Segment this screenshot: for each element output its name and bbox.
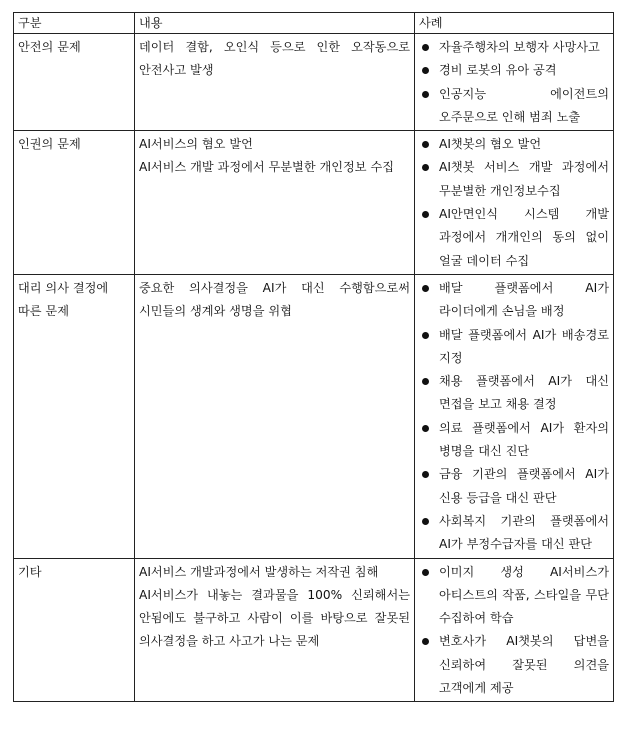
header-category: 구분 <box>14 13 135 34</box>
bullet-icon <box>422 378 429 385</box>
row-cases-cell <box>415 274 614 558</box>
ai-issues-table <box>13 12 614 702</box>
bullet-icon <box>422 285 429 292</box>
bullet-icon <box>422 67 429 74</box>
case-list <box>419 36 609 129</box>
case-text: AI챗봇 서비스 개발 과정에서 무분별한 개인정보수집 <box>439 160 609 198</box>
row-category-cell: 기타 <box>14 558 135 702</box>
case-list-item <box>419 417 609 464</box>
case-text: 사회복지 기관의 플랫폼에서 AI가 부정수급자를 대신 판단 <box>439 513 609 552</box>
case-text: 채용 플랫폼에서 AI가 대신 면접을 보고 채용 결정 <box>439 374 609 412</box>
content-paragraph: AI서비스가 내놓는 결과물을 100% 신뢰해서는 안됨에도 불구하고 사람이 이를 바탕으로 잘못된 의사결정을 하고 사고가 나는 문제 <box>139 587 410 649</box>
table-row <box>14 131 614 275</box>
bullet-icon <box>422 569 429 576</box>
content-paragraph: AI서비스의 혐오 발언 <box>139 137 253 152</box>
case-text: AI안면인식 시스템 개발 과정에서 개개인의 동의 없이 얼굴 데이터 수집 <box>439 207 609 268</box>
row-cases-cell <box>415 131 614 275</box>
case-list-item <box>419 630 609 700</box>
case-text: 배달 플랫폼에서 AI가 배송경로 지정 <box>439 327 609 365</box>
case-list-item <box>419 133 609 156</box>
row-category-cell: 안전의 문제 <box>14 34 135 131</box>
table-row <box>14 274 614 558</box>
content-paragraph: AI서비스 개발과정에서 발생하는 저작권 침해 <box>139 564 379 579</box>
case-text: 의료 플랫폼에서 AI가 환자의 병명을 대신 진단 <box>439 420 609 459</box>
table-header-row <box>14 13 614 34</box>
case-list-item <box>419 59 609 82</box>
case-list-item <box>419 324 609 371</box>
header-content: 내용 <box>135 13 415 34</box>
table-body <box>14 34 614 702</box>
bullet-icon <box>422 44 429 51</box>
bullet-icon <box>422 425 429 432</box>
row-category-cell: 대리 의사 결정에 따른 문제 <box>14 274 135 558</box>
case-list-item <box>419 36 609 59</box>
case-list <box>419 277 609 557</box>
bullet-icon <box>422 164 429 171</box>
case-text: 배달 플랫폼에서 AI가 라이더에게 손님을 배정 <box>439 280 609 319</box>
header-cases: 사례 <box>415 13 614 34</box>
row-content-cell <box>135 131 415 275</box>
case-text: 이미지 생성 AI서비스가 아티스트의 작품, 스타일을 무단 수집하여 학습 <box>439 564 609 626</box>
case-text: AI챗봇의 혐오 발언 <box>439 137 542 152</box>
content-paragraph: 데이터 결함, 오인식 등으로 인한 오작동으로 안전사고 발생 <box>139 40 410 78</box>
row-content-cell <box>135 34 415 131</box>
row-cases-cell <box>415 558 614 702</box>
case-list-item <box>419 370 609 417</box>
content-paragraph: AI서비스 개발 과정에서 무분별한 개인정보 수집 <box>139 160 394 175</box>
case-text: 경비 로봇의 유아 공격 <box>439 63 557 78</box>
bullet-icon <box>422 518 429 525</box>
case-list-item <box>419 463 609 510</box>
bullet-icon <box>422 91 429 98</box>
case-list-item <box>419 83 609 130</box>
bullet-icon <box>422 638 429 645</box>
case-text: 금융 기관의 플랫폼에서 AI가 신용 등급을 대신 판단 <box>439 467 609 505</box>
case-text: 자율주행차의 보행자 사망사고 <box>439 40 600 54</box>
row-content-cell <box>135 274 415 558</box>
case-list-item <box>419 277 609 324</box>
row-cases-cell <box>415 34 614 131</box>
table-row <box>14 558 614 702</box>
bullet-icon <box>422 332 429 339</box>
case-text: 인공지능 에이전트의 오주문으로 인해 범죄 노출 <box>439 86 609 124</box>
case-list-item <box>419 510 609 557</box>
bullet-icon <box>422 141 429 148</box>
case-list-item <box>419 203 609 273</box>
case-list <box>419 133 609 273</box>
case-list-item <box>419 156 609 203</box>
case-list-item <box>419 561 609 631</box>
bullet-icon <box>422 471 429 478</box>
row-category-cell: 인권의 문제 <box>14 131 135 275</box>
table-row <box>14 34 614 131</box>
case-text: 변호사가 AI챗봇의 답변을 신뢰하여 잘못된 의견을 고객에게 제공 <box>439 634 609 696</box>
case-list <box>419 561 609 701</box>
row-content-cell <box>135 558 415 702</box>
content-paragraph: 중요한 의사결정을 AI가 대신 수행함으로써 시민들의 생계와 생명을 위협 <box>139 280 410 319</box>
bullet-icon <box>422 211 429 218</box>
